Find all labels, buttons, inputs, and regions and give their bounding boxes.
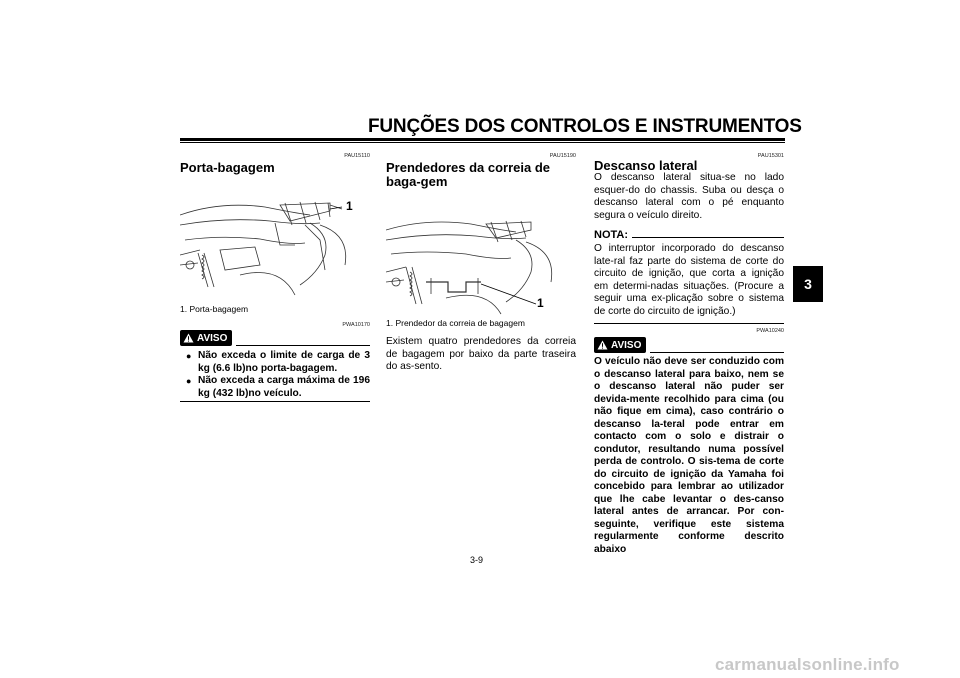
section-heading-luggage-rack: Porta-bagagem — [180, 160, 275, 175]
warning-bullet-list — [186, 350, 370, 400]
page-number: 3-9 — [470, 555, 484, 565]
warning-header — [180, 330, 370, 346]
warning-header — [594, 337, 784, 353]
figure-callout: 1 — [346, 199, 353, 213]
figure-caption: 1. Porta-bagagem — [180, 304, 249, 314]
warning-end-rule — [180, 401, 370, 402]
note-label: NOTA: — [594, 229, 629, 241]
note-header — [594, 229, 784, 241]
header-rule — [180, 138, 785, 141]
warning-triangle-icon — [183, 333, 194, 343]
warning-triangle-icon — [597, 340, 608, 350]
chapter-tab: 3 — [793, 266, 823, 302]
warning-bullet: ● Não exceda a carga máxima de 196 kg (432 lb)no veículo. — [186, 375, 370, 399]
strap-holder-illustration — [386, 212, 576, 316]
watermark: carmanualsonline.info — [715, 655, 900, 674]
figure-caption: 1. Prendedor da correia de bagagem — [386, 318, 525, 328]
page-header-title: FUNÇÕES DOS CONTROLOS E INSTRUMENTOS — [368, 116, 802, 137]
section-heading-luggage-strap-holders: Prendedores da correia de baga-gem — [386, 160, 551, 189]
section-heading-sidestand: Descanso lateral — [594, 158, 698, 173]
warning-label: AVISO — [180, 330, 232, 346]
warning-label: AVISO — [594, 337, 646, 353]
header-rule-thin — [180, 142, 785, 143]
warning-rule — [236, 345, 370, 346]
section-code: PAU15301 — [757, 153, 784, 159]
note-end-rule — [594, 323, 784, 324]
note-body: O interruptor incorporado do descanso late-ral faz parte do sistema de corte do circuito de ignição, que corta a ignição em determi-nadas situações. (Procure a seguir uma ex-plicação sobre o sistema de corte do circuito de ignição.) — [594, 243, 784, 317]
bullet-icon: ● — [186, 376, 192, 386]
warning-rule — [650, 352, 784, 353]
warning-code: PWA10170 — [342, 322, 370, 328]
bullet-icon: ● — [186, 351, 192, 361]
figure-callout: 1 — [537, 296, 544, 310]
luggage-rack-illustration — [180, 195, 370, 301]
note-rule — [632, 237, 784, 238]
warning-bullet: ● Não exceda o limite de carga de 3 kg (6.6 lb)no porta-bagagem. — [186, 350, 370, 374]
section-code: PAU15110 — [344, 153, 370, 159]
warning-code: PWA10240 — [756, 328, 784, 334]
section-body: Existem quatro prendedores da correia de bagagem por baixo da parte traseira do as-sento. — [386, 336, 576, 372]
section-code: PAU15190 — [549, 153, 576, 159]
section-body: O descanso lateral situa-se no lado esquer-do do chassis. Suba ou desça o descanso lateral com o pé enquanto segura o veículo direito. — [594, 172, 784, 221]
warning-body: O veículo não deve ser conduzido com o descanso lateral para baixo, nem se o descanso lateral não puder ser devida-mente recolhido para cima (ou não fique em cima), caso contrário o descanso la-teral pode entrar em contacto com o solo e distrair o condutor, resultando numa possível perda de controlo. O sis-tema de corte do circuito de ignição da Yamaha foi concebido para lembrar ao utilizador que lhe cabe levantar o des-canso lateral antes de arrancar. Por con-seguinte, verifique este sistema regularmente conforme descrito abaixo — [594, 356, 784, 555]
